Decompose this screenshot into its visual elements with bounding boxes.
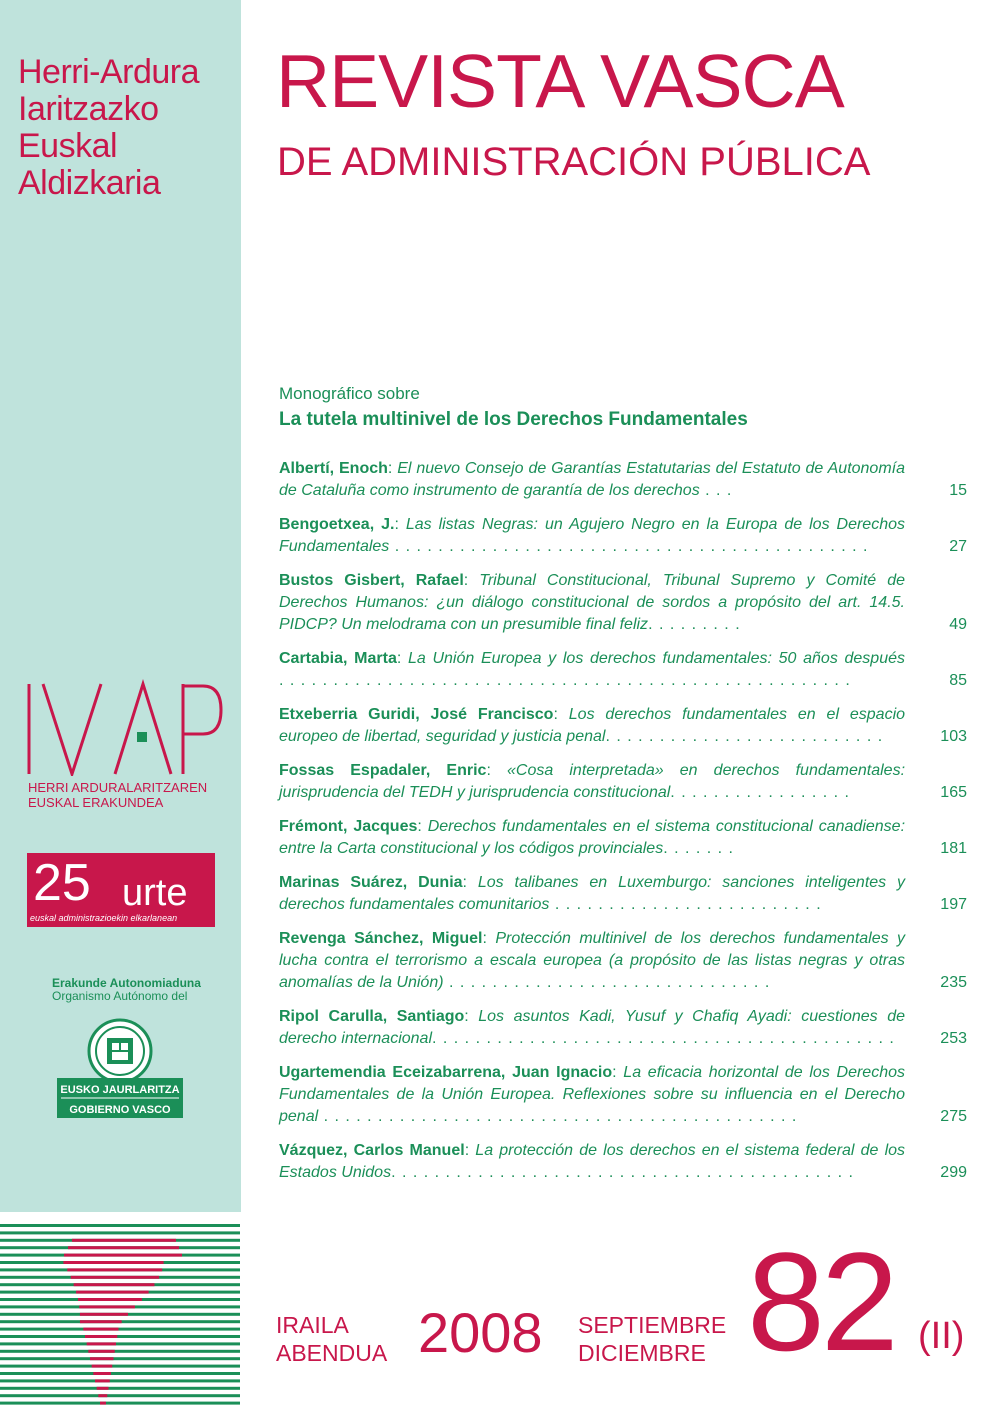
toc-entry-text: Bengoetxea, J.: Las listas Negras: un Agujero Negro en la Europa de los Derechos Fundamentales . . . . . . . . . . . . . . . . . . . . . . . . . . . . . . . . . . . . . . . . . . . . [279, 516, 905, 555]
map-stripe-segment [76, 1291, 149, 1294]
stripe-line [0, 1394, 240, 1397]
toc-entry [279, 1006, 971, 1050]
stripe-line [0, 1379, 240, 1382]
stripe-line [0, 1231, 240, 1234]
toc-author: Bustos Gisbert, Rafael [279, 572, 464, 589]
map-stripe-segment [80, 1313, 128, 1316]
toc-page-number: 165 [940, 784, 967, 801]
basque-government-logo-icon [55, 1018, 185, 1120]
toc-leader-dots: . . . . . . . . . . . . . . . . . . . . . . . . . . . . . . . . . . . . . . . . . . . . [389, 538, 869, 555]
toc-author: Cartabia, Marta [279, 650, 397, 667]
month-basque-line: ABENDUA [276, 1340, 388, 1366]
stripe-line [0, 1402, 240, 1405]
organism-label-text: Organismo Autónomo del [52, 989, 188, 1003]
month-spanish [578, 1311, 726, 1367]
map-stripe-segment [85, 1335, 117, 1338]
map-stripe-segment [64, 1254, 182, 1257]
map-stripe-segment [100, 1402, 106, 1405]
toc-author: Vázquez, Carlos Manuel [279, 1142, 465, 1159]
issue-part: (II) [918, 1315, 965, 1357]
toc-entry-text: Albertí, Enoch: El nuevo Consejo de Garantías Estatutarias del Estatuto de Autonomía de Cataluña como instrumento de garantía de los derechos . . . [279, 460, 906, 499]
toc-entry-text: Fossas Espadaler, Enric: «Cosa interpretada» en derechos fundamentales: jurisprudencia del TEDH y jurisprudencia constitucional. . . . . . . . . . . . . . . . . [279, 762, 906, 801]
toc-page-number: 85 [949, 672, 967, 689]
basque-title-line: Euskal [18, 127, 118, 165]
toc-page-number: 181 [940, 840, 967, 857]
stripe-line [0, 1328, 240, 1331]
toc-entry [279, 704, 971, 748]
issue-number: 82 [747, 1223, 895, 1380]
stripe-line [0, 1357, 240, 1360]
basque-title-line: Aldizkaria [18, 164, 161, 202]
map-stripe-segment [71, 1276, 159, 1279]
stripe-line [0, 1365, 240, 1368]
toc-leader-dots: . . . . . . . . . . . . . . . . . . . . . . . . . . [605, 728, 884, 745]
badge-tagline: euskal administrazioekin elkarlanean [30, 913, 178, 923]
stripe-line [0, 1350, 240, 1353]
toc-page-number: 27 [949, 538, 967, 555]
toc-title: La protección de los derechos en el sistema federal de los Estados Unidos [279, 1142, 906, 1181]
toc-page-number: 15 [949, 482, 967, 499]
toc-title: El nuevo Consejo de Garantías Estatutarias del Estatuto de Autonomía de Cataluña como instrumento de garantía de los derechos [279, 460, 906, 499]
month-spanish-line: DICIEMBRE [578, 1340, 706, 1366]
gov-logo-line1: EUSKO JAURLARITZA [60, 1084, 180, 1096]
toc-leader-dots: . . . . . . . . . . . . . . . . . . . . . . . . . . . . . . . . . . . . . . . . . . . . . . . . . . . . . [279, 672, 851, 689]
anniversary-badge [27, 853, 215, 927]
monograph-title: La tutela multinivel de los Derechos Fundamentales [279, 409, 748, 430]
toc-leader-dots: . . . . . . . . . . . . . . . . . . . . . . . . . . . . . . . . . . . . . . . . . . . . [318, 1108, 798, 1125]
toc-leader-dots: . . . . . . . . . . . . . . . . . . . . . . . . . . . . . . . . . . . . . . . . . . . [391, 1164, 854, 1181]
toc-entry-text: Cartabia, Marta: La Unión Europea y los derechos fundamentales: 50 años después . . . . . . . . . . . . . . . . . . . . . . . . . . . . . . . . . . . . . . . . . . . . . . . . . . . . . [279, 650, 905, 689]
map-stripe-segment [83, 1328, 118, 1331]
toc-entry [279, 872, 971, 916]
toc-title: La eficacia horizontal de los Derechos Fundamentales de la Unión Europea. Reflexiones sobre su influencia en el Derecho penal [279, 1064, 905, 1125]
map-stripe-segment [95, 1379, 110, 1382]
toc-entry [279, 514, 971, 558]
toc-page-number: 275 [940, 1108, 967, 1125]
organism-label-bold: Erakunde Autonomiaduna [52, 976, 201, 990]
toc-author: Frémont, Jacques [279, 818, 418, 835]
toc-author: Fossas Espadaler, Enric [279, 762, 487, 779]
map-stripe-segment [79, 1305, 135, 1308]
toc-author: Bengoetxea, J. [279, 516, 395, 533]
toc-entry-text: Ugartemendia Eceizabarrena, Juan Ignacio: La eficacia horizontal de los Derechos Fundamentales de la Unión Europea. Reflexiones sobre su influencia en el Derecho penal . . . . . . . . . . . . . . . . . . . . . . . . . . . . . . . . . . . . . . . . . . . . [279, 1064, 905, 1125]
toc-leader-dots: . . . [699, 482, 733, 499]
toc-page-number: 299 [940, 1164, 967, 1181]
toc-leader-dots: . . . . . . . . . . . . . . . . . . . . . . . . . [549, 896, 822, 913]
toc-title: Los derechos fundamentales en el espacio europeo de libertad, seguridad y justicia penal [279, 706, 906, 745]
toc-entry [279, 816, 971, 860]
toc-entry [279, 1062, 971, 1128]
toc-entry-text: Vázquez, Carlos Manuel: La protección de los derechos en el sistema federal de los Estados Unidos. . . . . . . . . . . . . . . . . . . . . . . . . . . . . . . . . . . . . . . . . . . [279, 1142, 906, 1181]
toc-leader-dots: . . . . . . . . . . . . . . . . . . . . . . . . . . . . . . [443, 974, 771, 991]
toc-leader-dots: . . . . . . . . . [648, 616, 741, 633]
toc-title: Protección multinivel de los derechos fundamentales y lucha contra el terrorismo a escala europea (a propósito de las listas negras y otras anomalías de la Unión) [279, 930, 906, 991]
map-stripe-segment [98, 1394, 107, 1397]
badge-word: urte [122, 872, 188, 914]
month-basque-line: IRAILA [276, 1312, 349, 1338]
ivap-subtitle-line: HERRI ARDURALARITZAREN [28, 780, 208, 795]
table-of-contents [279, 458, 971, 1196]
organism-label [52, 977, 201, 1003]
map-stripe-segment [78, 1298, 142, 1301]
toc-title: «Cosa interpretada» en derechos fundamentales: jurisprudencia del TEDH y jurisprudencia constitucional [279, 762, 906, 801]
stripe-line [0, 1342, 240, 1345]
toc-author: Revenga Sánchez, Miguel [279, 930, 483, 947]
toc-author: Ripol Carulla, Santiago [279, 1008, 465, 1025]
toc-leader-dots: . . . . . . . [663, 840, 734, 857]
toc-title: Tribunal Constitucional, Tribunal Supremo y Comité de Derechos Humanos: ¿un diálogo constitucional de sordos a propósito del art. 14.5. PIDCP? Un melodrama con un presumible final feliz [279, 572, 906, 633]
toc-entry [279, 1140, 971, 1184]
toc-page-number: 197 [940, 896, 967, 913]
stripe-line [0, 1372, 240, 1375]
monograph-label: Monográfico sobre [279, 384, 420, 403]
toc-title: Derechos fundamentales en el sistema constitucional canadiense: entre la Carta constitucional y los códigos provinciales [279, 818, 906, 857]
issue-year: 2008 [418, 1301, 543, 1364]
toc-page-number: 103 [940, 728, 967, 745]
toc-entry [279, 458, 971, 502]
toc-author: Marinas Suárez, Dunia [279, 874, 463, 891]
map-stripe-segment [80, 1320, 122, 1323]
month-spanish-line: SEPTIEMBRE [578, 1312, 727, 1338]
gov-logo-line2: GOBIERNO VASCO [69, 1104, 171, 1116]
ivap-subtitle-line: EUSKAL ERAKUNDEA [28, 795, 164, 810]
map-stripe-segment [97, 1387, 109, 1390]
map-stripe-segment [68, 1246, 179, 1249]
map-stripe-segment [72, 1239, 176, 1242]
toc-entry [279, 648, 971, 692]
map-stripe-segment [74, 1283, 155, 1286]
basque-title [18, 54, 238, 202]
toc-page-number: 49 [949, 616, 967, 633]
map-stripe-segment [90, 1357, 114, 1360]
toc-leader-dots: . . . . . . . . . . . . . . . . . . . . . . . . . . . . . . . . . . . . . . . . . . . [432, 1030, 895, 1047]
page-title: REVISTA VASCA [276, 39, 844, 123]
badge-number: 25 [33, 854, 91, 912]
toc-leader-dots: . . . . . . . . . . . . . . . . . [670, 784, 850, 801]
stripe-line [0, 1224, 240, 1227]
ivap-subtitle [28, 780, 207, 810]
ivap-logo-icon [25, 676, 225, 776]
toc-entry-text: Ripol Carulla, Santiago: Los asuntos Kadi, Yusuf y Chafiq Ayadi: cuestiones de derecho internacional. . . . . . . . . . . . . . . . . . . . . . . . . . . . . . . . . . . . . . . . . . . [279, 1008, 906, 1047]
toc-title: Los asuntos Kadi, Yusuf y Chafiq Ayadi: cuestiones de derecho internacional [279, 1008, 906, 1047]
basque-title-line: Herri-Ardura [18, 53, 200, 91]
toc-entry-text: Revenga Sánchez, Miguel: Protección multinivel de los derechos fundamentales y lucha contra el terrorismo a escala europea (a propósito de las listas negras y otras anomalías de la Unión) . . . . . . . . . . . . . . . . . . . . . . . . . . . . . . [279, 930, 906, 991]
toc-page-number: 235 [940, 974, 967, 991]
toc-entry-text: Frémont, Jacques: Derechos fundamentales en el sistema constitucional canadiense: entre la Carta constitucional y los códigos provinciales. . . . . . . [279, 818, 906, 857]
toc-author: Ugartemendia Eceizabarrena, Juan Ignacio [279, 1064, 613, 1081]
map-stripe-segment [93, 1372, 111, 1375]
toc-title: Los talibanes en Luxemburgo: sanciones inteligentes y derechos fundamentales comunitarios [279, 874, 906, 913]
month-basque [276, 1311, 387, 1367]
toc-entry [279, 570, 971, 636]
toc-title: Las listas Negras: un Agujero Negro en la Europa de los Derechos Fundamentales [279, 516, 905, 555]
map-stripe-segment [88, 1350, 114, 1353]
toc-author: Albertí, Enoch [279, 460, 388, 477]
stripe-line [0, 1387, 240, 1390]
toc-entry [279, 928, 971, 994]
toc-author: Etxeberria Guridi, José Francisco [279, 706, 554, 723]
striped-map-decoration-icon [0, 1222, 240, 1407]
toc-title: La Unión Europea y los derechos fundamentales: 50 años después [407, 650, 905, 667]
toc-entry-text: Etxeberria Guridi, José Francisco: Los derechos fundamentales en el espacio europeo de libertad, seguridad y justicia penal. . . . . . . . . . . . . . . . . . . . . . . . . . [279, 706, 906, 745]
toc-entry [279, 760, 971, 804]
map-stripe-segment [92, 1365, 113, 1368]
stripe-line [0, 1335, 240, 1338]
basque-title-line: Iaritzazko [18, 90, 159, 128]
page-subtitle: DE ADMINISTRACIÓN PÚBLICA [277, 140, 871, 184]
map-stripe-segment [67, 1268, 162, 1271]
map-stripe-segment [87, 1342, 116, 1345]
toc-entry-text: Marinas Suárez, Dunia: Los talibanes en Luxemburgo: sanciones inteligentes y derechos fundamentales comunitarios . . . . . . . . . . . . . . . . . . . . . . . . . [279, 874, 906, 913]
toc-entry-text: Bustos Gisbert, Rafael: Tribunal Constitucional, Tribunal Supremo y Comité de Derechos Humanos: ¿un diálogo constitucional de sordos a propósito del art. 14.5. PIDCP? Un melodrama con un presumible final feliz. . . . . . . . . [279, 572, 906, 633]
toc-page-number: 253 [940, 1030, 967, 1047]
map-stripe-segment [63, 1261, 163, 1264]
